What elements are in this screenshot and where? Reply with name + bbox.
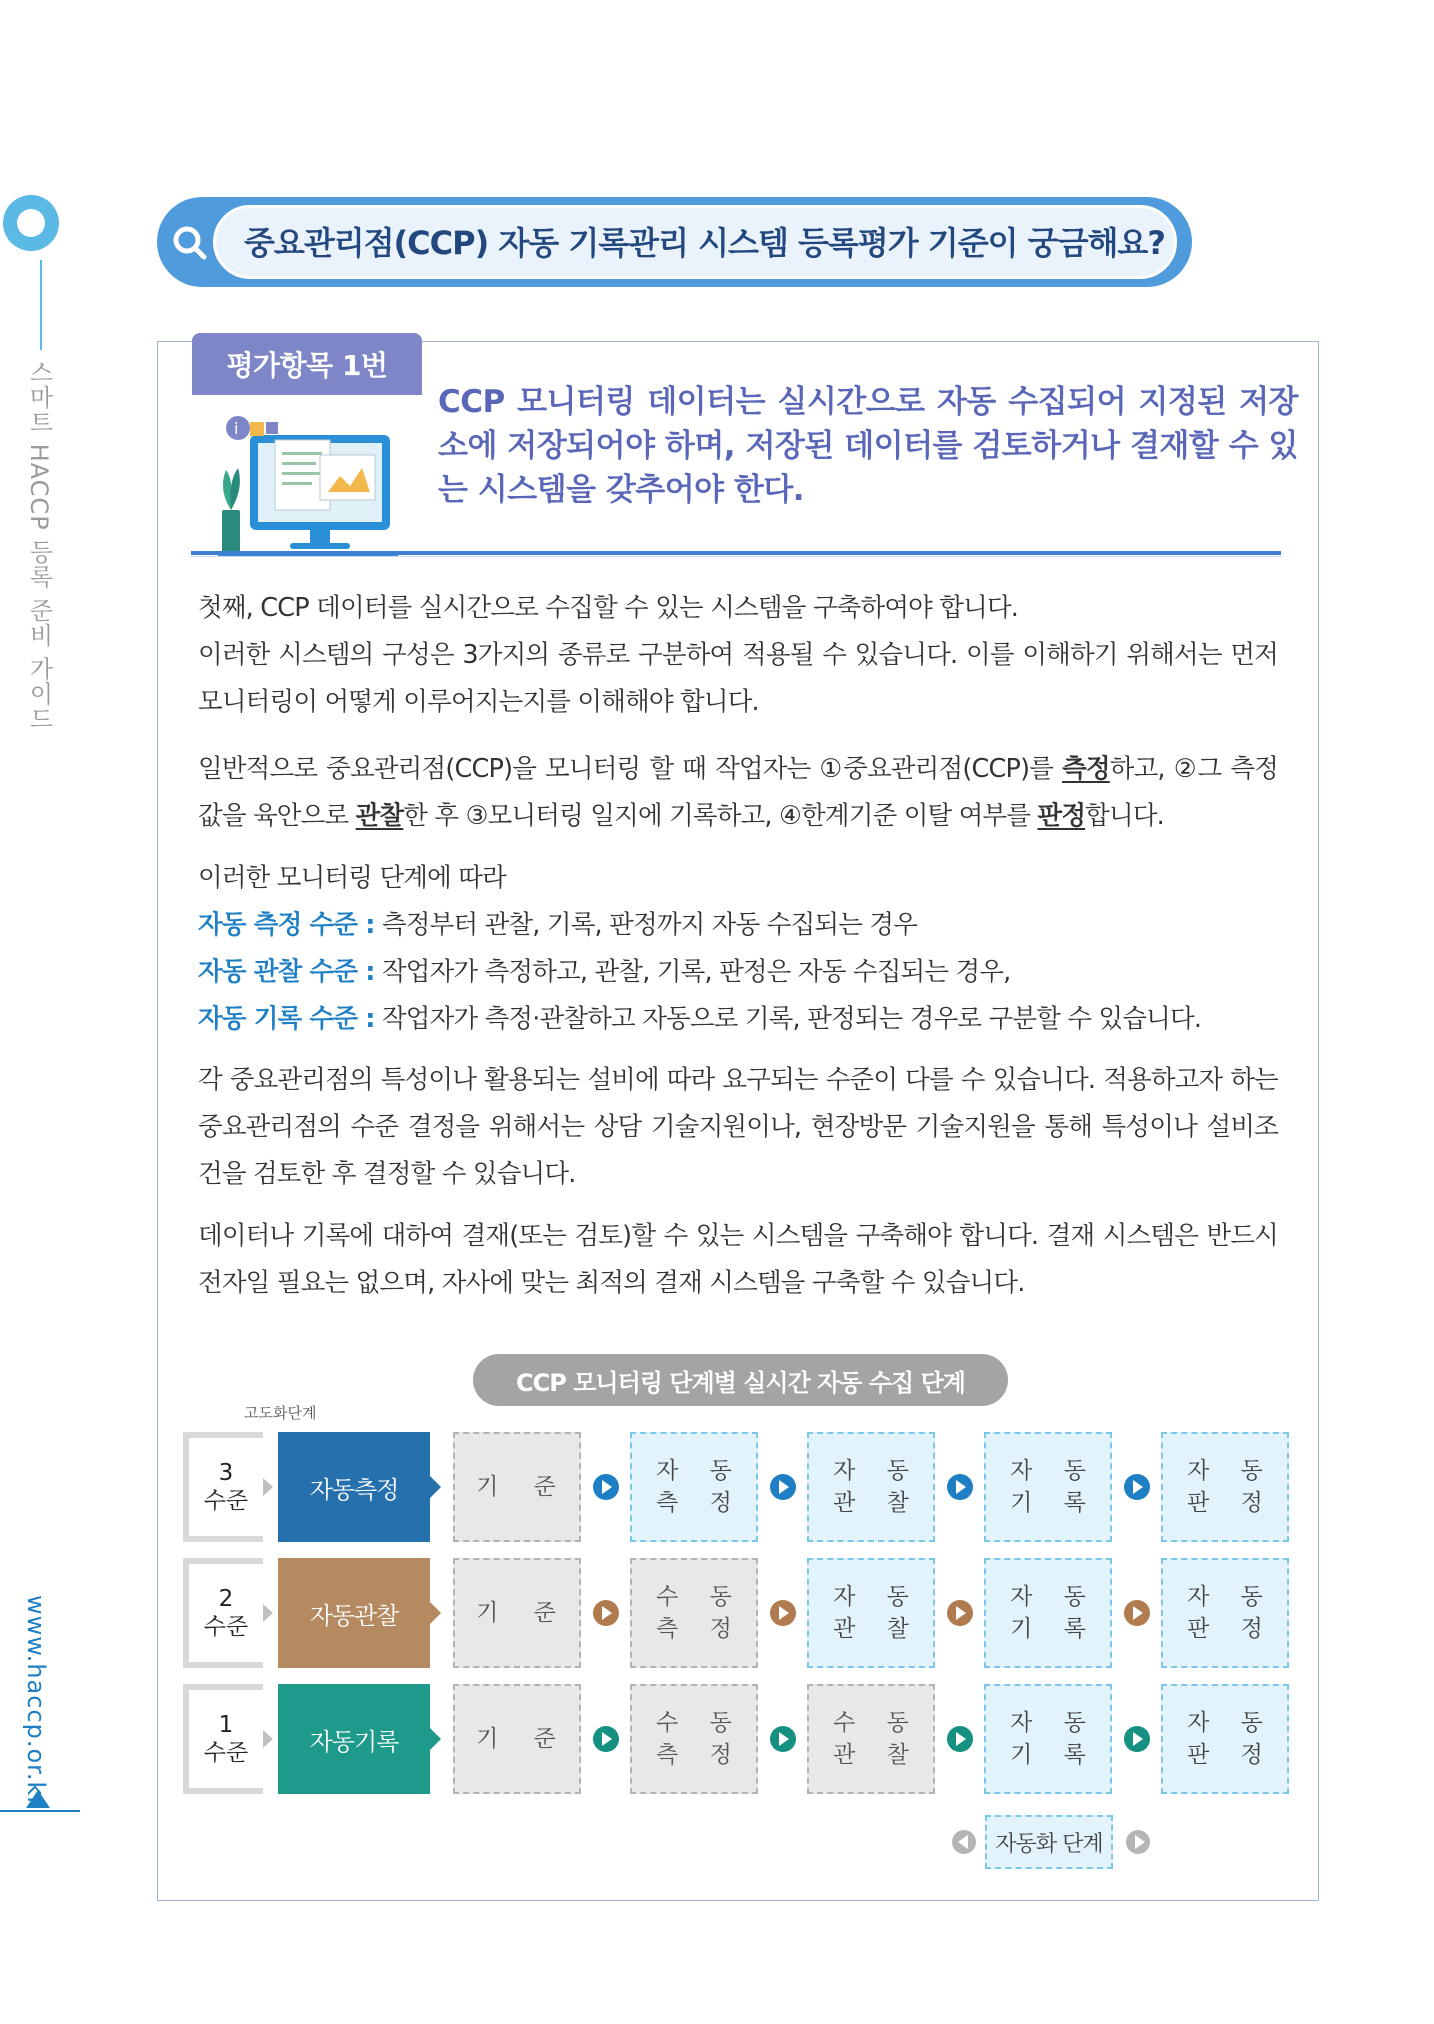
sidebar-url-link[interactable]: www.haccp.or.kr bbox=[22, 1595, 50, 1808]
flow-arrow-icon bbox=[1124, 1600, 1150, 1626]
step-cell-line-2: 기 록 bbox=[1010, 1742, 1098, 1768]
level-text-observe: 작업자가 측정하고, 관찰, 기록, 판정은 자동 수집되는 경우, bbox=[374, 957, 1011, 987]
stage-label: 자동측정 bbox=[278, 1432, 430, 1542]
level-label-record: 자동 기록 수준 : bbox=[198, 1004, 375, 1034]
step-cell bbox=[453, 1684, 581, 1794]
step-cell-line-1: 수 동 bbox=[656, 1584, 744, 1610]
step-cell bbox=[984, 1684, 1112, 1794]
observe-keyword: 관찰 bbox=[355, 801, 404, 831]
level-line-observe bbox=[198, 949, 1278, 996]
arrow-right-icon bbox=[1126, 1830, 1150, 1854]
step-cell-line-1: 기 준 bbox=[476, 1726, 570, 1752]
evaluation-headline: CCP 모니터링 데이터는 실시간으로 자동 수집되어 지정된 저장소에 저장되어야 하며, 저장된 데이터를 검토하거나 결재할 수 있는 시스템을 갖추어야 한다. bbox=[438, 384, 1298, 508]
step-cell-line-2: 관 찰 bbox=[833, 1490, 921, 1516]
level-number: 2 bbox=[218, 1586, 234, 1612]
level-badge bbox=[183, 1684, 263, 1794]
step-cell bbox=[807, 1432, 935, 1542]
flow-arrow-icon bbox=[593, 1726, 619, 1752]
diagram-title: CCP 모니터링 단계별 실시간 자동 수집 단계 bbox=[473, 1354, 1008, 1406]
paragraph-4: 각 중요관리점의 특성이나 활용되는 설비에 따라 요구되는 수준이 다를 수 있습니다. 적용하고자 하는 중요관리점의 수준 결정을 위해서는 상담 기술지원이나, 현장방문 기술지원을 통해 특성이나 설비조건을 검토한 후 결정할 수 있습니다. bbox=[198, 1065, 1278, 1189]
level-line-measure bbox=[198, 902, 1278, 949]
step-cell-line-1: 수 동 bbox=[833, 1710, 921, 1736]
flow-arrow-icon bbox=[770, 1726, 796, 1752]
flow-arrow-icon bbox=[947, 1600, 973, 1626]
paragraph-2-text-e: 한 후 ③모니터링 일지에 기록하고, ④한계기준 이탈 여부를 bbox=[403, 801, 1038, 831]
step-cell-line-2: 측 정 bbox=[656, 1490, 744, 1516]
flow-arrow-icon bbox=[947, 1726, 973, 1752]
step-cell bbox=[630, 1558, 758, 1668]
step-cell-line-1: 자 동 bbox=[1010, 1458, 1098, 1484]
monitor-illustration-icon bbox=[210, 410, 400, 560]
evaluation-tab: 평가항목 1번 bbox=[192, 333, 422, 395]
paragraph-3-intro: 이러한 모니터링 단계에 따라 bbox=[198, 863, 506, 893]
step-cell-line-1: 수 동 bbox=[656, 1710, 744, 1736]
measure-keyword: 측정 bbox=[1062, 754, 1110, 784]
flow-arrow-icon bbox=[770, 1474, 796, 1500]
svg-text:i: i bbox=[234, 419, 239, 438]
step-cell-line-1: 자 동 bbox=[1010, 1710, 1098, 1736]
level-unit: 수준 bbox=[203, 1740, 249, 1766]
step-cell bbox=[453, 1432, 581, 1542]
paragraph-2-text-g: 합니다. bbox=[1085, 801, 1164, 831]
step-cell bbox=[984, 1432, 1112, 1542]
level-number: 1 bbox=[218, 1712, 234, 1738]
step-cell-line-2: 기 록 bbox=[1010, 1490, 1098, 1516]
step-cell-line-2: 판 정 bbox=[1187, 1616, 1275, 1642]
step-cell-line-2: 관 찰 bbox=[833, 1616, 921, 1642]
level-row-3 bbox=[183, 1432, 1303, 1542]
level-label-observe: 자동 관찰 수준 : bbox=[198, 957, 375, 987]
level-label-measure: 자동 측정 수준 : bbox=[198, 910, 375, 940]
level-badge bbox=[183, 1432, 263, 1542]
step-cell-line-2: 측 정 bbox=[656, 1616, 744, 1642]
step-cell-line-2: 판 정 bbox=[1187, 1742, 1275, 1768]
step-cell bbox=[984, 1558, 1112, 1668]
level-row-2 bbox=[183, 1558, 1303, 1668]
paragraph-5: 데이터나 기록에 대하여 결재(또는 검토)할 수 있는 시스템을 구축해야 합니다. 결재 시스템은 반드시 전자일 필요는 없으며, 자사에 맞는 최적의 결재 시스템을 구축할 수 있습니다. bbox=[198, 1221, 1278, 1298]
step-cell-line-1: 자 동 bbox=[1010, 1584, 1098, 1610]
location-pin-icon bbox=[0, 192, 62, 254]
sidebar-base-line bbox=[0, 1810, 80, 1812]
headline-divider bbox=[191, 551, 1281, 555]
flow-arrow-icon bbox=[947, 1474, 973, 1500]
stage-pointer-icon bbox=[430, 1602, 441, 1624]
step-cell-line-1: 기 준 bbox=[476, 1600, 570, 1626]
step-cell bbox=[453, 1558, 581, 1668]
level-unit: 수준 bbox=[203, 1488, 249, 1514]
level-row-1 bbox=[183, 1684, 1303, 1794]
step-cell-line-1: 자 동 bbox=[1187, 1710, 1275, 1736]
flow-arrow-icon bbox=[593, 1600, 619, 1626]
search-icon bbox=[169, 222, 209, 262]
level-arrow-icon bbox=[263, 1604, 273, 1622]
level-badge bbox=[183, 1558, 263, 1668]
level-text-record: 작업자가 측정·관찰하고 자동으로 기록, 판정되는 경우로 구분할 수 있습니다. bbox=[374, 1004, 1202, 1034]
stage-label: 자동기록 bbox=[278, 1684, 430, 1794]
paragraph-1-line-2: 이러한 시스템의 구성은 3가지의 종류로 구분하여 적용될 수 있습니다. 이를 이해하기 위해서는 먼저 모니터링이 어떻게 이루어지는지를 이해해야 합니다. bbox=[198, 640, 1278, 717]
judge-keyword: 판정 bbox=[1037, 801, 1086, 831]
step-cell bbox=[630, 1432, 758, 1542]
advance-stage-label: 고도화단계 bbox=[244, 1404, 317, 1422]
level-number: 3 bbox=[218, 1460, 234, 1486]
level-text-measure: 측정부터 관찰, 기록, 판정까지 자동 수집되는 경우 bbox=[374, 910, 918, 940]
level-arrow-icon bbox=[263, 1478, 273, 1496]
step-cell bbox=[630, 1684, 758, 1794]
step-cell-line-1: 자 동 bbox=[833, 1584, 921, 1610]
step-cell-line-1: 자 동 bbox=[1187, 1584, 1275, 1610]
step-cell bbox=[807, 1558, 935, 1668]
step-cell bbox=[1161, 1432, 1289, 1542]
sidebar-title: 스마트 HACCP 등록 준비 가이드 bbox=[25, 360, 53, 732]
step-cell-line-1: 자 동 bbox=[1187, 1458, 1275, 1484]
step-cell-line-1: 자 동 bbox=[833, 1458, 921, 1484]
paragraph-1-line-1: 첫째, CCP 데이터를 실시간으로 수집할 수 있는 시스템을 구축하여야 합니다. bbox=[198, 593, 1019, 623]
paragraph-1 bbox=[198, 585, 1278, 726]
step-cell bbox=[807, 1684, 935, 1794]
flow-arrow-icon bbox=[1124, 1474, 1150, 1500]
question-title: 중요관리점(CCP) 자동 기록관리 시스템 등록평가 기준이 궁금해요? bbox=[244, 224, 1165, 262]
flow-arrow-icon bbox=[1124, 1726, 1150, 1752]
sidebar-divider bbox=[40, 260, 42, 350]
step-cell-line-1: 자 동 bbox=[656, 1458, 744, 1484]
level-unit: 수준 bbox=[203, 1614, 249, 1640]
auto-stage-label: 자동화 단계 bbox=[985, 1815, 1113, 1869]
step-cell-line-2: 관 찰 bbox=[833, 1742, 921, 1768]
triangle-marker-icon bbox=[26, 1790, 50, 1808]
flow-arrow-icon bbox=[593, 1474, 619, 1500]
step-cell-line-2: 기 록 bbox=[1010, 1616, 1098, 1642]
stage-pointer-icon bbox=[430, 1476, 441, 1498]
paragraph-2-text-c: 하고, ②그 측정값을 육안으로 bbox=[198, 754, 1278, 831]
arrow-left-icon bbox=[952, 1830, 976, 1854]
step-cell bbox=[1161, 1684, 1289, 1794]
level-line-record bbox=[198, 996, 1278, 1043]
paragraph-2 bbox=[198, 746, 1278, 840]
step-cell-line-1: 기 준 bbox=[476, 1474, 570, 1500]
paragraph-2-text-a: 일반적으로 중요관리점(CCP)을 모니터링 할 때 작업자는 ①중요관리점(CCP)를 bbox=[198, 754, 1063, 784]
stage-label: 자동관찰 bbox=[278, 1558, 430, 1668]
headline-divider-thin bbox=[191, 556, 1281, 557]
paragraph-3 bbox=[198, 855, 1278, 1043]
step-cell bbox=[1161, 1558, 1289, 1668]
level-arrow-icon bbox=[263, 1730, 273, 1748]
step-cell-line-2: 측 정 bbox=[656, 1742, 744, 1768]
step-cell-line-2: 판 정 bbox=[1187, 1490, 1275, 1516]
stage-pointer-icon bbox=[430, 1728, 441, 1750]
flow-arrow-icon bbox=[770, 1600, 796, 1626]
